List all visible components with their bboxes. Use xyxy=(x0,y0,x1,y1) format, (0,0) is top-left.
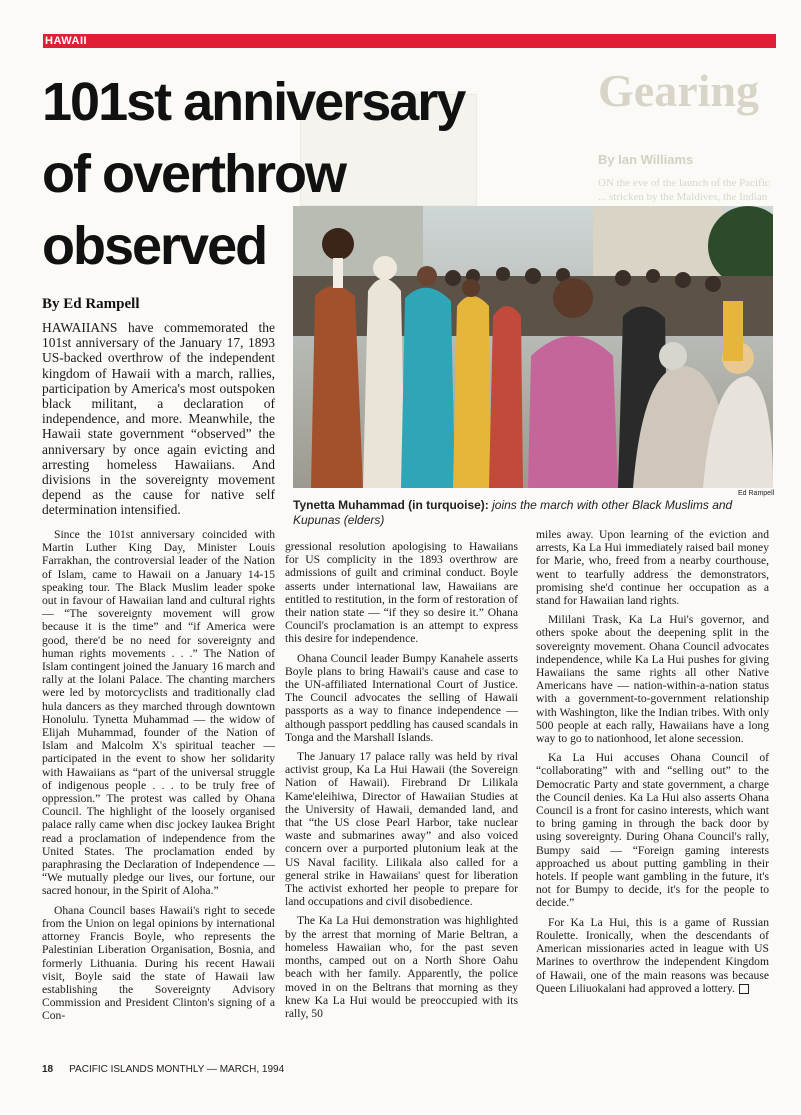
photo-illustration xyxy=(293,206,773,488)
paragraph: Mililani Trask, Ka La Hui's governor, and others spoke about the deepening split in the sovereignty movement. Ohana Council advocates independence, while Ka La Hui pushes for giving Hawaiians the same rights all other Native Americans have — nation-within-a-nation status with a government-to-government relationship with Washington, like the Indian tribes. With only 500 people at each rally, Hawaiians have a long way to go to nationhood, let alone secession. xyxy=(536,613,769,746)
section-bar xyxy=(43,34,776,48)
article-column-3 xyxy=(536,528,769,1001)
background-text: ON the eve of the launch of the Pacific ... stricken by the Maldives, the Indian xyxy=(598,177,770,203)
background-byline: By Ian Williams xyxy=(598,152,694,167)
photo-caption xyxy=(293,498,773,528)
headline-line-2: of overthrow xyxy=(42,144,346,204)
paragraph: Since the 101st anniversary coincided with Martin Luther King Day, Minister Louis Farrakhan, the controversial leader of the Nation of Islam, came to Hawaii on a January 14-15 speaking tour. The Black Muslim leader spoke out in favour of Hawaiian land and cultural rights — “The sovereignty movement will grow because it is the time” and “if America were good, there'd be no need for sovereignty and human rights movements . . .” The Nation of Islam contingent joined the January 16 march and rally at the Iolani Palace. The chanting marchers were led by motorcyclists and traditionally clad hula dancers as they marched through downtown Honolulu. Tynetta Muhammad — the widow of Elijah Muhammad, founder of the Nation of Islam and Malcolm X's spiritual teacher — participated in the event to show her solidarity with Hawaiians as “part of the universal struggle of indigenous people . . . to be truly free of oppression.” The protest was called by Ohana Council. The highlight of the loosely organised palace rally came when disc jockey Iaukea Bright read a proclamation of independence from the United States. The proclamation ended by paraphrasing the Declaration of Independence — “We mutually pledge our lives, our fortune, our sacred honour, in the Spirit of Aloha.” xyxy=(42,528,275,898)
end-mark-icon xyxy=(739,984,749,994)
photo xyxy=(293,206,773,488)
paragraph-last xyxy=(536,916,769,995)
byline: By Ed Rampell xyxy=(42,296,140,312)
caption-subject: Tynetta Muhammad (in turquoise): xyxy=(293,498,489,512)
paragraph: The Ka La Hui demonstration was highlighted by the arrest that morning of Marie Beltran, a homeless Hawaiian who, for the past seven months, camped out on a North Shore Oahu beach with her family. Apparently, the police moved in on the Beltrans that morning as they knew Ka La Hui would be preoccupied with its rally, 50 xyxy=(285,914,518,1020)
paragraph: Ohana Council leader Bumpy Kanahele asserts Boyle plans to bring Hawaii's cause and case to the UN-affiliated International Court of Justice. The Council advocates the selling of Hawaii passports as a way to finance independence — although passport peddling has caused scandals in Tonga and the Marshall Islands. xyxy=(285,651,518,744)
paragraph: Ohana Council bases Hawaii's right to secede from the Union on legal opinions by international attorney Francis Boyle, who represents the Palestinian Liberation Organisation, Bosnia, and formerly Lithuania. During his recent Hawaii visit, Boyle said the state of Hawaii law establishing the Sovereignty Advisory Commission and President Clinton's signing of a Con- xyxy=(42,903,275,1023)
section-label: HAWAII xyxy=(45,35,88,47)
publication-line: PACIFIC ISLANDS MONTHLY — MARCH, 1994 xyxy=(69,1064,285,1075)
article-column-2 xyxy=(285,540,518,1026)
background-headline: Gearing xyxy=(598,66,759,116)
photo-credit: Ed Rampell xyxy=(738,490,775,497)
lead-paragraph: HAWAIIANS have commemorated the 101st anniversary of the January 17, 1893 US-backed overthrow of the independent kingdom of Hawaii with a march, rallies, participation by America's most outspoken black militant, a declaration of independence, and more. Meanwhile, the Hawaii state government “observed” the anniversary by once again evicting and arresting homeless Hawaiians. And divisions in the sovereignty movement depend as the cause for native self determination intensified. xyxy=(42,320,275,518)
page-number: 18 xyxy=(42,1064,54,1075)
paragraph: miles away. Upon learning of the eviction and arrests, Ka La Hui immediately raised bail money for Marie, who, freed from a nearby courthouse, went to tearfully address the demonstrators, promising she'd continue her occupation as a stand for Hawaiian land rights. xyxy=(536,528,769,608)
page-footer xyxy=(42,1064,284,1075)
paragraph: The January 17 palace rally was held by rival activist group, Ka La Hui Hawaii (the Sovereign Nation of Hawaii). Firebrand Dr Lilikala Kame'eleihiwa, Director of Hawaiian Studies at the University of Hawaii, demanded land, and that “the US close Pearl Harbor, take nuclear waste and submarines away” and also voiced concern over a purported plutonium leak at the US Naval facility. Lilikala also called for a general strike in Hawaiians' quest for liberation The activist exhorted her people to prepare for land occupations and civil disobedience. xyxy=(285,750,518,909)
headline-line-1: 101st anniversary xyxy=(42,72,465,132)
paragraph-text: For Ka La Hui, this is a game of Russian Roulette. Ironically, when the descendants of American missionaries acted in league with US Marines to overthrow the independent Kingdom of Hawaii, one of the main reasons was because Queen Liliuokalani had approved a lottery. xyxy=(536,915,769,995)
paragraph: gressional resolution apologising to Hawaiians for US complicity in the 1893 overthrow are admissions of guilt and criminal conduct. Boyle asserts under international law, Hawaiians are entitled to restitution, in the form of restoration of their nation state — “if they so desire it.” Ohana Council's proclamation is an attempt to express this desire for independence. xyxy=(285,540,518,646)
caption-text: joins the march with other Black Muslims and Kupunas (elders) xyxy=(293,498,733,527)
paragraph: Ka La Hui accuses Ohana Council of “collaborating” with and “selling out” to the Democratic Party and state government, a charge the Council denies. Ka La Hui also asserts Ohana Council is a front for casino interests, which want to bring gaming in through the back door by using sovereignty. During Ohana Council's rally, Bumpy said — “Foreign gaming interests approached us about putting gambling in their hotels. If people want gambling in the future, it's not for Bumpy to decide, it's for the people to decide.” xyxy=(536,751,769,910)
article-column-1 xyxy=(42,528,275,1029)
headline-line-3: observed xyxy=(42,216,267,276)
